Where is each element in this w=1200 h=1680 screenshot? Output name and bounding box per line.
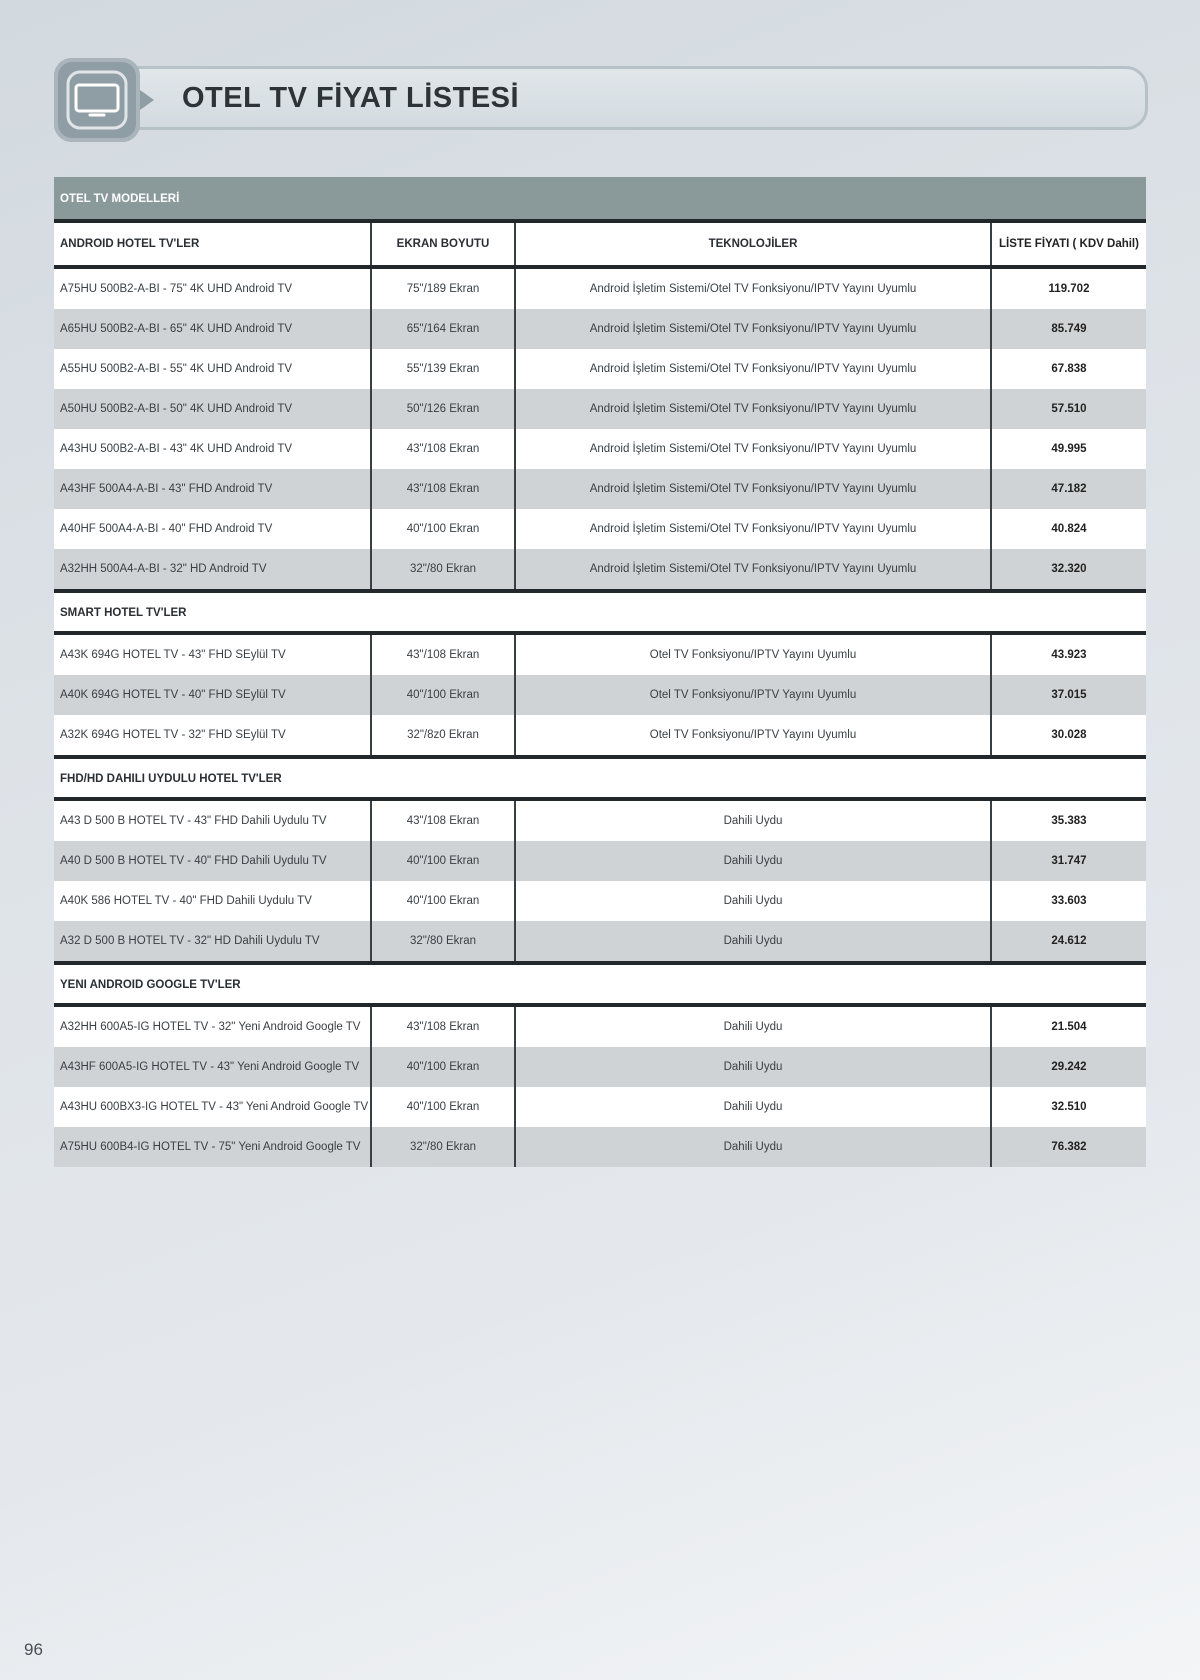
price-cell: 47.182	[1051, 483, 1087, 495]
model-cell: A32K 694G HOTEL TV - 32" FHD SEylül TV	[54, 715, 372, 755]
table-row	[54, 635, 1146, 675]
table-row	[54, 309, 1146, 349]
tech-cell: Android İşletim Sistemi/Otel TV Fonksiyonu/IPTV Yayını Uyumlu	[516, 349, 992, 389]
size-cell: 43"/108 Ekran	[372, 1007, 516, 1047]
table-row	[54, 1087, 1146, 1127]
price-cell: 29.242	[1051, 1061, 1087, 1073]
model-cell: A43HF 600A5-IG HOTEL TV - 43" Yeni Android Google TV	[54, 1047, 372, 1087]
section-title-satellite: FHD/HD DAHILI UYDULU HOTEL TV'LER	[54, 755, 1146, 801]
model-cell: A65HU 500B2-A-BI - 65" 4K UHD Android TV	[54, 309, 372, 349]
size-cell: 32"/80 Ekran	[372, 921, 516, 961]
tech-cell: Dahili Uydu	[516, 841, 992, 881]
model-cell: A43K 694G HOTEL TV - 43" FHD SEylül TV	[54, 635, 372, 675]
tech-cell: Otel TV Fonksiyonu/IPTV Yayını Uyumlu	[516, 635, 992, 675]
size-cell: 43"/108 Ekran	[372, 429, 516, 469]
model-cell: A32HH 600A5-IG HOTEL TV - 32" Yeni Android Google TV	[54, 1007, 372, 1047]
tech-cell: Android İşletim Sistemi/Otel TV Fonksiyonu/IPTV Yayını Uyumlu	[516, 429, 992, 469]
table-row	[54, 675, 1146, 715]
page-number: 96	[24, 1640, 43, 1659]
tech-cell: Dahili Uydu	[516, 921, 992, 961]
price-cell: 67.838	[1051, 363, 1087, 375]
size-cell: 43"/108 Ekran	[372, 469, 516, 509]
tech-cell: Dahili Uydu	[516, 1127, 992, 1167]
table-row	[54, 881, 1146, 921]
tech-cell: Android İşletim Sistemi/Otel TV Fonksiyonu/IPTV Yayını Uyumlu	[516, 469, 992, 509]
size-cell: 40"/100 Ekran	[372, 881, 516, 921]
section-title-smart: SMART HOTEL TV'LER	[54, 589, 1146, 635]
price-cell: 43.923	[1051, 649, 1087, 661]
table-row	[54, 921, 1146, 961]
tech-cell: Android İşletim Sistemi/Otel TV Fonksiyonu/IPTV Yayını Uyumlu	[516, 549, 992, 589]
table-row	[54, 349, 1146, 389]
model-cell: A43HU 600BX3-IG HOTEL TV - 43" Yeni Android Google TV	[54, 1087, 372, 1127]
price-cell: 57.510	[1051, 403, 1087, 415]
model-cell: A40 D 500 B HOTEL TV - 40" FHD Dahili Uydulu TV	[54, 841, 372, 881]
price-cell: 30.028	[1051, 729, 1087, 741]
table-row	[54, 801, 1146, 841]
table-row	[54, 841, 1146, 881]
tech-cell: Android İşletim Sistemi/Otel TV Fonksiyonu/IPTV Yayını Uyumlu	[516, 309, 992, 349]
size-cell: 75"/189 Ekran	[372, 269, 516, 309]
page-header-banner	[54, 58, 1148, 144]
price-cell: 76.382	[1051, 1141, 1087, 1153]
price-cell: 40.824	[1051, 523, 1087, 535]
size-cell: 40"/100 Ekran	[372, 509, 516, 549]
table-row	[54, 269, 1146, 309]
price-cell: 49.995	[1051, 443, 1087, 455]
tv-icon	[64, 68, 130, 132]
model-cell: A32HH 500A4-A-BI - 32" HD Android TV	[54, 549, 372, 589]
size-cell: 50"/126 Ekran	[372, 389, 516, 429]
table-caption: OTEL TV MODELLERİ	[54, 177, 1146, 223]
size-cell: 32"/80 Ekran	[372, 549, 516, 589]
price-cell: 21.504	[1051, 1021, 1087, 1033]
column-header-tech: TEKNOLOJİLER	[516, 223, 992, 265]
model-cell: A40K 586 HOTEL TV - 40" FHD Dahili Uydulu TV	[54, 881, 372, 921]
size-cell: 40"/100 Ekran	[372, 1047, 516, 1087]
size-cell: 40"/100 Ekran	[372, 1087, 516, 1127]
size-cell: 32"/80 Ekran	[372, 1127, 516, 1167]
table-row	[54, 715, 1146, 755]
price-cell: 85.749	[1051, 323, 1087, 335]
size-cell: 43"/108 Ekran	[372, 635, 516, 675]
table-row	[54, 509, 1146, 549]
price-cell: 119.702	[1048, 283, 1090, 295]
price-table	[54, 177, 1146, 1167]
table-row	[54, 469, 1146, 509]
model-cell: A75HU 500B2-A-BI - 75" 4K UHD Android TV	[54, 269, 372, 309]
column-header-model: ANDROID HOTEL TV'LER	[54, 223, 372, 265]
column-header-price: LİSTE FİYATI ( KDV Dahil)	[999, 238, 1139, 250]
table-row	[54, 1047, 1146, 1087]
model-cell: A43 D 500 B HOTEL TV - 43" FHD Dahili Uydulu TV	[54, 801, 372, 841]
smart-group	[54, 635, 1146, 755]
model-cell: A50HU 500B2-A-BI - 50" 4K UHD Android TV	[54, 389, 372, 429]
page-title: OTEL TV FİYAT LİSTESİ	[182, 82, 520, 114]
price-cell: 32.510	[1051, 1101, 1087, 1113]
size-cell: 55"/139 Ekran	[372, 349, 516, 389]
tech-cell: Otel TV Fonksiyonu/IPTV Yayını Uyumlu	[516, 715, 992, 755]
tech-cell: Dahili Uydu	[516, 1087, 992, 1127]
section-title-google: YENI ANDROID GOOGLE TV'LER	[54, 961, 1146, 1007]
column-header-row	[54, 223, 1146, 269]
size-cell: 65"/164 Ekran	[372, 309, 516, 349]
price-cell: 32.320	[1051, 563, 1087, 575]
model-cell: A43HF 500A4-A-BI - 43" FHD Android TV	[54, 469, 372, 509]
tech-cell: Android İşletim Sistemi/Otel TV Fonksiyonu/IPTV Yayını Uyumlu	[516, 509, 992, 549]
table-row	[54, 389, 1146, 429]
model-cell: A40HF 500A4-A-BI - 40" FHD Android TV	[54, 509, 372, 549]
tech-cell: Dahili Uydu	[516, 1007, 992, 1047]
table-row	[54, 429, 1146, 469]
price-cell: 35.383	[1051, 815, 1087, 827]
tech-cell: Dahili Uydu	[516, 801, 992, 841]
table-row	[54, 1007, 1146, 1047]
size-cell: 32"/8z0 Ekran	[372, 715, 516, 755]
price-cell: 31.747	[1051, 855, 1087, 867]
tech-cell: Dahili Uydu	[516, 881, 992, 921]
price-cell: 37.015	[1051, 689, 1087, 701]
satellite-group	[54, 801, 1146, 961]
header-icon-box	[54, 58, 140, 142]
model-cell: A55HU 500B2-A-BI - 55" 4K UHD Android TV	[54, 349, 372, 389]
column-header-size: EKRAN BOYUTU	[372, 223, 516, 265]
tech-cell: Dahili Uydu	[516, 1047, 992, 1087]
model-cell: A43HU 500B2-A-BI - 43" 4K UHD Android TV	[54, 429, 372, 469]
table-row	[54, 1127, 1146, 1167]
table-row	[54, 549, 1146, 589]
tech-cell: Android İşletim Sistemi/Otel TV Fonksiyonu/IPTV Yayını Uyumlu	[516, 389, 992, 429]
model-cell: A40K 694G HOTEL TV - 40" FHD SEylül TV	[54, 675, 372, 715]
model-cell: A32 D 500 B HOTEL TV - 32" HD Dahili Uydulu TV	[54, 921, 372, 961]
size-cell: 40"/100 Ekran	[372, 675, 516, 715]
model-cell: A75HU 600B4-IG HOTEL TV - 75" Yeni Android Google TV	[54, 1127, 372, 1167]
size-cell: 43"/108 Ekran	[372, 801, 516, 841]
size-cell: 40"/100 Ekran	[372, 841, 516, 881]
price-cell: 33.603	[1051, 895, 1087, 907]
android-group	[54, 269, 1146, 589]
price-cell: 24.612	[1051, 935, 1087, 947]
tech-cell: Otel TV Fonksiyonu/IPTV Yayını Uyumlu	[516, 675, 992, 715]
tech-cell: Android İşletim Sistemi/Otel TV Fonksiyonu/IPTV Yayını Uyumlu	[516, 269, 992, 309]
google-group	[54, 1007, 1146, 1167]
